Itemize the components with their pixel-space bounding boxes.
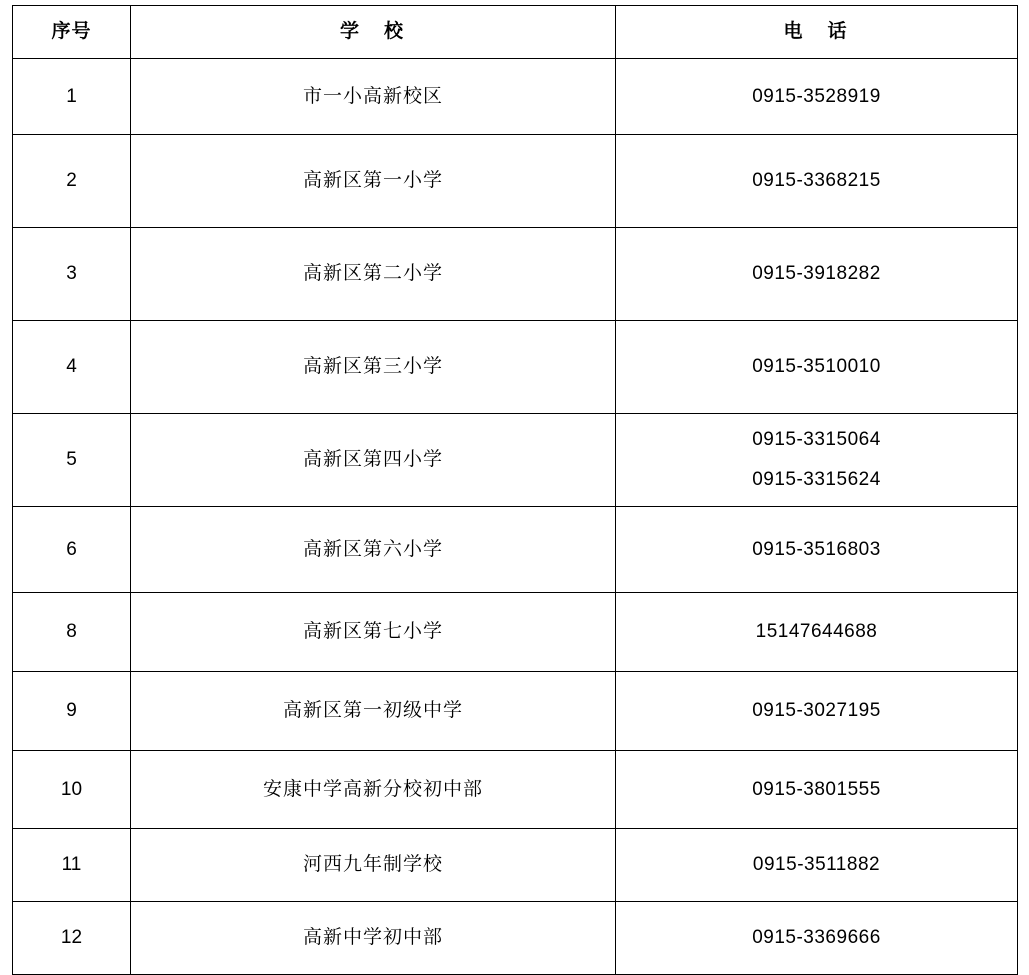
table-row	[13, 414, 1018, 507]
school-name-cell: 河西九年制学校	[131, 829, 616, 902]
table-body	[13, 59, 1018, 975]
school-name-cell: 高新区第三小学	[131, 321, 616, 414]
table-row	[13, 593, 1018, 672]
row-index-cell: 4	[13, 321, 131, 414]
phone-number: 0915-3315064	[752, 429, 881, 451]
phone-number: 0915-3801555	[752, 778, 881, 800]
phone-number: 0915-3918282	[752, 263, 881, 285]
row-index-cell: 2	[13, 135, 131, 228]
table-header	[13, 6, 1018, 59]
school-name-cell: 高新中学初中部	[131, 902, 616, 975]
phone-number: 0915-3315624	[752, 469, 881, 490]
row-index-cell: 5	[13, 414, 131, 507]
phone-number: 0915-3511882	[752, 854, 881, 876]
phone-number: 0915-3510010	[752, 356, 881, 378]
table-row	[13, 507, 1018, 593]
phone-number: 0915-3027195	[752, 700, 881, 722]
table-row	[13, 59, 1018, 135]
row-index-cell: 6	[13, 507, 131, 593]
table-row	[13, 751, 1018, 829]
school-name-cell: 高新区第七小学	[131, 593, 616, 672]
phone-number: 0915-3369666	[752, 927, 881, 949]
phone-cell	[616, 228, 1018, 321]
table-row	[13, 321, 1018, 414]
phone-cell	[616, 902, 1018, 975]
school-name-cell: 安康中学高新分校初中部	[131, 751, 616, 829]
phone-number: 0915-3528919	[752, 85, 881, 107]
column-header-phone: 电 话	[616, 6, 1018, 59]
phone-cell	[616, 829, 1018, 902]
phone-cell	[616, 593, 1018, 672]
row-index-cell: 9	[13, 672, 131, 751]
row-index-cell: 11	[13, 829, 131, 902]
row-index-cell: 1	[13, 59, 131, 135]
phone-number: 15147644688	[755, 621, 878, 643]
column-header-school: 学 校	[131, 6, 616, 59]
phone-cell	[616, 507, 1018, 593]
table-header-row	[13, 6, 1018, 59]
phone-cell	[616, 321, 1018, 414]
table-row	[13, 672, 1018, 751]
table-row	[13, 829, 1018, 902]
school-name-cell: 高新区第一小学	[131, 135, 616, 228]
school-contact-table	[12, 5, 1018, 975]
phone-cell	[616, 59, 1018, 135]
phone-number: 0915-3368215	[752, 170, 881, 192]
row-index-cell: 3	[13, 228, 131, 321]
table-row	[13, 135, 1018, 228]
column-header-index: 序号	[13, 6, 131, 59]
phone-cell	[616, 672, 1018, 751]
phone-number: 0915-3516803	[752, 538, 881, 560]
phone-cell	[616, 135, 1018, 228]
phone-cell	[616, 414, 1018, 507]
school-name-cell: 高新区第四小学	[131, 414, 616, 507]
row-index-cell: 8	[13, 593, 131, 672]
school-name-cell: 市一小高新校区	[131, 59, 616, 135]
school-name-cell: 高新区第二小学	[131, 228, 616, 321]
row-index-cell: 10	[13, 751, 131, 829]
row-index-cell: 12	[13, 902, 131, 975]
table-row	[13, 228, 1018, 321]
school-name-cell: 高新区第六小学	[131, 507, 616, 593]
table-row	[13, 902, 1018, 975]
phone-cell	[616, 751, 1018, 829]
school-name-cell: 高新区第一初级中学	[131, 672, 616, 751]
